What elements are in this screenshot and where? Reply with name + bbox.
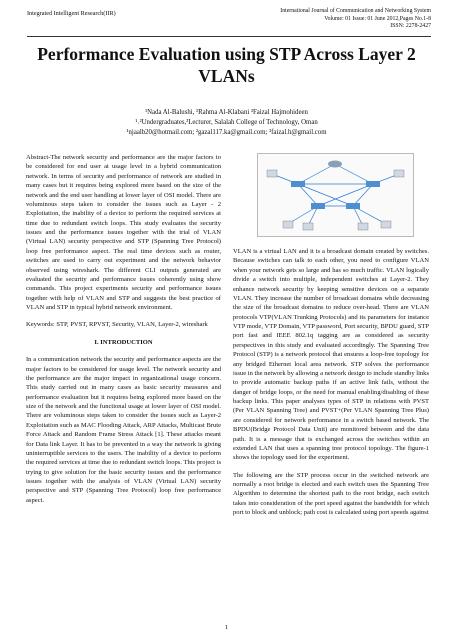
stp-process-paragraph: The following are the STP process occur in the switched network are normally a root bridge is elected and each switch uses the Spanning Tree Algorithm to determine the shortest path to the root bridge, each switch takes into consideration of the port speed against the bandwidth for which port to block and unblock; path cost is calculated using port speeds against: [233, 471, 429, 517]
vlan-stp-paragraph: VLAN is a virtual LAN and it is a broadcast domain created by switches. Because switches can talk to each other, you need to configure VLAN when your network gets so large and has so much traffic. VLAN logically divide a switch into multiple, independent switches at Layer-2. They enhance network security by keeping sensitive devices on a separate VLAN. They increase the number of broadcast domains while decreasing the size of the broadcast domains to reduce over-head. There are VLAN protocols VTP(VLAN Trunking Protocols) and its parameters for instance VTP mode, VTP Domain, VTP password, Port security, BPDU guard, STP port fast and IEEE 802.1q tagging are as considered as security perspectives in this study and evaluated accordingly. The Spanning Tree Protocol (STP) is a network protocol that ensures a loop-free topology for any bridged Ethernet local area network. STP solves the performance issue in the network by allowing a network design to include standby links to provide automatic backup paths if an active link fails, without the danger of bridge loops, or the need for manual enabling/disabling of these backup links. This paper analyses types of STP in relations with PVST (Per VLAN Spanning Tree) and PVST+(Per VLAN Spanning Tree Plus) are considered for network performance in a switch based network. The BPDU(Bridge Protocol Data Unit) are monitored between and the data path. It is a message that is exchanged across the switches within an extended LAN that uses a spanning tree protocol topology. The figure-1 shows the topology used for the experiment.: [233, 248, 429, 462]
header-rule: [27, 36, 431, 37]
topology-diagram: [258, 154, 413, 236]
introduction-text: In a communication network the security and performance aspects are the major factors to be considered for usage level. The network security and the performance are the major impact in organizational usage concern. This study carried out in many cases as basic security measures and performance evaluation but it requires being explored more based on the size of the network and the functional usage at lower layer of OSI model. There are voluminous steps taken to consider the issues such as Layer-2 Exploitation such as MAC Flooding Attack, ARP Attacks, Multicast Brute Force Attack and Random Frame Stress Attack [1]. These attacks meant for Data link Layer. It has to be prevented in a way the network is giving uninterruptible services to the users. The inability of a device to perform the required services at time due to redundant switch loops. This project is trying to give solution for the basic security issues and the performance issues together with the analysis of VLAN (Virtual LAN) security perspective and STP (Spanning Tree Protocol) loop free performance aspect.: [26, 356, 221, 504]
title-line-1: Performance Evaluation using STP Across Layer 2: [37, 44, 416, 64]
switch-icon: [366, 181, 380, 187]
switch-icon: [311, 203, 325, 209]
author-emails: ¹njaalb20@hotmail.com; ²gazal117.ka@gmail.com; ³faizal.h@gmail.com: [126, 129, 327, 136]
pc-icon: [358, 223, 368, 230]
section-heading: I. INTRODUCTION: [94, 338, 153, 346]
journal-name: International Journal of Communication and Networking System: [280, 8, 431, 14]
router-icon: [328, 161, 342, 168]
author-names: ¹Nada Al-Balushi, ²Rahma Al-Klabani ³Faizal Hajmohideen: [145, 109, 308, 116]
pc-icon: [303, 223, 313, 230]
pc-icon: [283, 221, 293, 228]
topology-links: [272, 164, 399, 226]
journal-info: [280, 8, 431, 31]
title-line-2: VLANs: [198, 66, 255, 86]
paper-title: [20, 43, 433, 87]
pc-icon: [381, 221, 391, 228]
author-affiliation: ¹˒²Undergraduates,³Lecturer, Salalah College of Technology, Oman: [135, 119, 318, 126]
keywords: Keywords: STP, PVST, RPVST, Security, VLAN, Layer-2, wireshark: [26, 321, 208, 329]
right-column: [233, 247, 429, 518]
topology-nodes: [267, 161, 404, 231]
journal-publisher: Integrated Intelligent Research(IIR): [27, 10, 116, 17]
network-topology-figure: [257, 153, 414, 237]
journal-issn: ISSN: 2278-2427: [390, 23, 431, 30]
pc-icon: [394, 170, 404, 177]
pc-icon: [267, 170, 277, 177]
switch-icon: [346, 203, 360, 209]
journal-volume: Volume: 01 Issue: 01 June 2012,Pages No.1-8: [324, 15, 431, 22]
author-block: [0, 108, 453, 138]
page-number: 1: [224, 624, 229, 631]
left-column: [26, 153, 221, 505]
abstract: Abstract-The network security and performance are the major factors to be considered for end user at usage level in a hybrid communication network. In terms of security and performance of network are studied in many cases but it requires being explored more based on the size of the network and the end user handling at lower layer of OSI model. There are voluminous steps taken to consider the issues such as Layer - 2 Exploitation, the inability of a device to perform the required services at time due to redundant switch loops. This study evaluates the security issues and the performance issues together with the trial of VLAN (Virtual LAN) security perspective and STP (Spanning Tree Protocol) loop free performance aspect. The real time devices such as router, switches are used to carry out experiment and the network behavior observed using wireshark. The different CLI outputs generated are evaluated the security and performance issues coherently using show commands. This project experiments security and performance issues together with help of VLAN and STP and suggests the best practice of VLAN and STP in typical hybrid network environment.: [26, 154, 221, 311]
switch-icon: [291, 181, 305, 187]
